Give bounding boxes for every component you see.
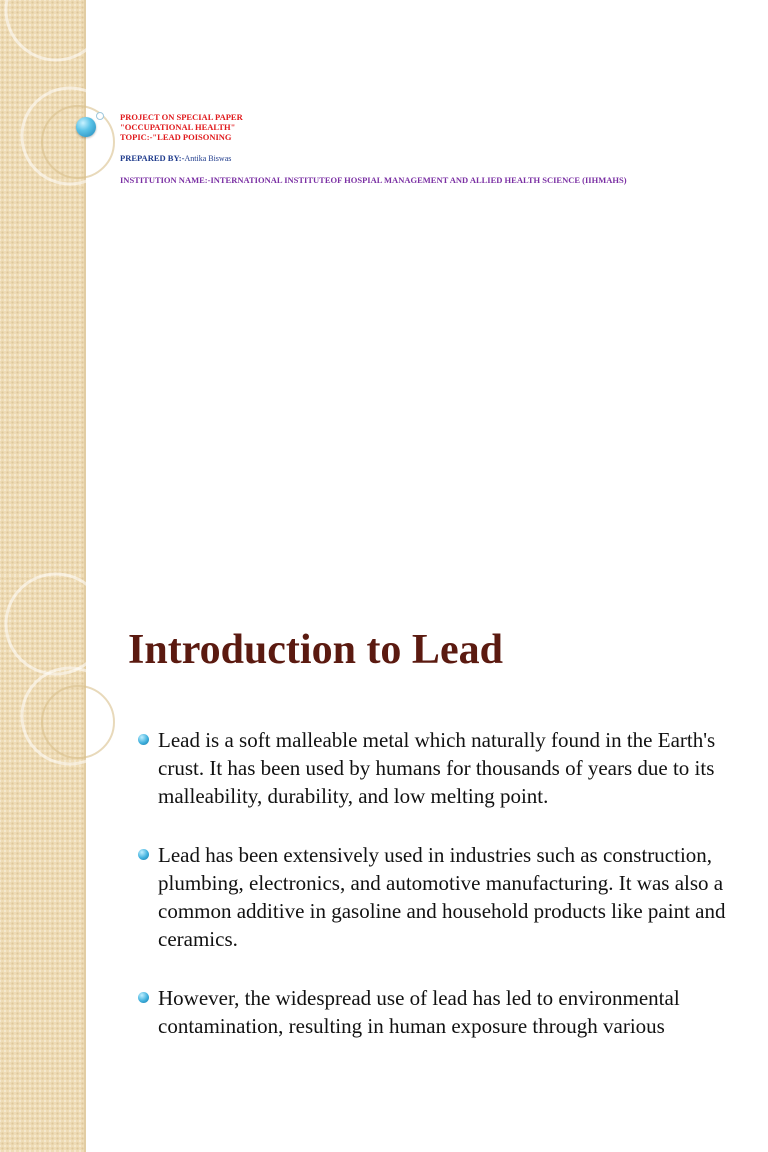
prepared-by — [120, 153, 740, 164]
bullet-icon — [138, 734, 149, 745]
project-line: PROJECT ON SPECIAL PAPER — [120, 112, 243, 122]
decorative-rings-icon — [0, 0, 120, 220]
prepared-label: PREPARED BY:- — [120, 153, 185, 163]
bullet-list — [138, 726, 738, 1071]
bullet-item — [138, 841, 738, 953]
bullet-text: Lead is a soft malleable metal which naturally found in the Earth's crust. It has been used by humans for thousands of years due to its malleability, durability, and low melting point. — [158, 728, 716, 808]
bullet-text: However, the widespread use of lead has led to environmental contamination, resulting in human exposure through various — [158, 986, 680, 1038]
introduction-slide — [0, 576, 768, 1152]
bullet-item — [138, 726, 738, 810]
author-name: Antika Biswas — [184, 154, 232, 163]
title-block — [120, 112, 740, 185]
topic-line: TOPIC:-"LEAD POISONING — [120, 132, 232, 142]
bullet-icon — [138, 849, 149, 860]
blue-orb-icon — [76, 117, 96, 137]
decorative-rings-icon — [0, 576, 120, 796]
small-ring-icon — [96, 112, 104, 120]
bullet-text: Lead has been extensively used in industries such as construction, plumbing, electronics, and automotive manufacturing. It was also a common additive in gasoline and household products like paint and ceramics. — [158, 843, 726, 951]
institution-name: INSTITUTION NAME:-INTERNATIONAL INSTITUTEOF HOSPIAL MANAGEMENT AND ALLIED HEALTH SCIENCE (IIHMAHS) — [120, 175, 627, 185]
bullet-icon — [138, 992, 149, 1003]
bullet-item — [138, 984, 738, 1040]
slide-title: Introduction to Lead — [128, 627, 503, 673]
paper-line: "OCCUPATIONAL HEALTH" — [120, 122, 236, 132]
